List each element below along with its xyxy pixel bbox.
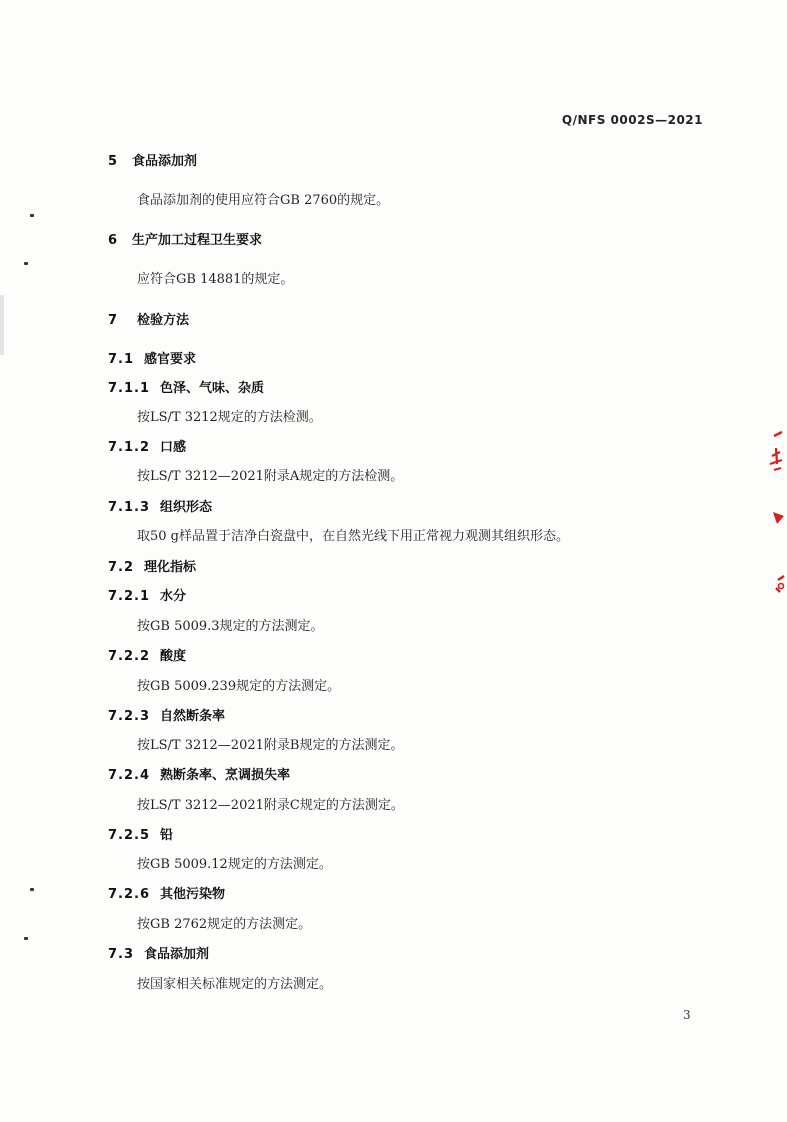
heading-title: 色泽、气味、杂质 (160, 381, 265, 396)
heading-number: 7.3 (108, 947, 135, 962)
heading-number: 5 (108, 154, 119, 169)
heading-number: 7.1.1 (108, 381, 151, 396)
paragraph-7-2-4: 按LS/T 3212—2021附录C规定的方法测定。 (137, 798, 404, 813)
paragraph-7-2-3: 按LS/T 3212—2021附录B规定的方法测定。 (137, 738, 404, 753)
document-code: Q/NFS 0002S—2021 (561, 113, 703, 127)
heading-number: 7.1 (108, 352, 135, 367)
heading-7-1-1 (108, 377, 264, 396)
heading-number: 7.2.3 (108, 709, 151, 724)
paragraph-7-1-1: 按LS/T 3212规定的方法检测。 (137, 410, 322, 425)
heading-7-2-1 (108, 585, 186, 604)
heading-number: 7.2.1 (108, 589, 151, 604)
heading-7-2 (108, 556, 196, 575)
heading-title: 食品添加剂 (144, 947, 210, 962)
paragraph-7-2-1: 按GB 5009.3规定的方法测定。 (137, 619, 324, 634)
heading-number: 6 (108, 233, 119, 248)
scan-edge-shadow (0, 295, 4, 355)
heading-title: 检验方法 (137, 313, 190, 328)
heading-number: 7.2.4 (108, 768, 151, 783)
heading-title: 组织形态 (160, 500, 213, 515)
scan-speck (24, 262, 28, 265)
heading-title: 熟断条率、烹调损失率 (160, 768, 291, 783)
heading-7-1-2 (108, 436, 186, 455)
heading-7-2-5 (108, 824, 173, 843)
heading-number: 7.2.2 (108, 649, 151, 664)
heading-5 (108, 150, 197, 169)
heading-title: 感官要求 (144, 352, 197, 367)
paragraph-7-1-2: 按LS/T 3212—2021附录A规定的方法检测。 (137, 469, 404, 484)
page-number: 3 (683, 1008, 691, 1022)
heading-title: 食品添加剂 (132, 154, 198, 169)
heading-title: 酸度 (160, 649, 187, 664)
heading-title: 生产加工过程卫生要求 (132, 233, 263, 248)
heading-title: 铅 (160, 828, 174, 843)
heading-number: 7.2 (108, 560, 135, 575)
heading-title: 水分 (160, 589, 187, 604)
heading-7-2-2 (108, 645, 186, 664)
seal-fragment-icon (764, 430, 787, 600)
heading-7 (108, 309, 189, 328)
paragraph-7-2-2: 按GB 5009.239规定的方法测定。 (137, 679, 341, 694)
paragraph-7-3: 按国家相关标准规定的方法测定。 (137, 977, 333, 992)
heading-7-2-3 (108, 705, 225, 724)
heading-number: 7.2.5 (108, 828, 151, 843)
heading-number: 7 (108, 313, 119, 328)
heading-number: 7.1.3 (108, 500, 151, 515)
heading-title: 自然断条率 (160, 709, 226, 724)
scan-speck (24, 937, 28, 940)
heading-title: 理化指标 (144, 560, 197, 575)
paragraph-7-1-3: 取50 g样品置于洁净白瓷盘中，在自然光线下用正常视力观测其组织形态。 (137, 529, 569, 544)
heading-title: 其他污染物 (160, 887, 226, 902)
heading-6 (108, 229, 262, 248)
scan-speck (30, 888, 34, 891)
paragraph-6: 应符合GB 14881的规定。 (137, 272, 294, 287)
scan-speck (30, 214, 34, 217)
heading-number: 7.1.2 (108, 440, 151, 455)
paragraph-7-2-5: 按GB 5009.12规定的方法测定。 (137, 857, 332, 872)
heading-7-1-3 (108, 496, 212, 515)
paragraph-7-2-6: 按GB 2762规定的方法测定。 (137, 917, 312, 932)
heading-7-2-4 (108, 764, 290, 783)
heading-7-3 (108, 943, 209, 962)
heading-number: 7.2.6 (108, 887, 151, 902)
heading-7-1 (108, 348, 196, 367)
heading-7-2-6 (108, 883, 225, 902)
paragraph-5: 食品添加剂的使用应符合GB 2760的规定。 (137, 193, 390, 208)
heading-title: 口感 (160, 440, 187, 455)
